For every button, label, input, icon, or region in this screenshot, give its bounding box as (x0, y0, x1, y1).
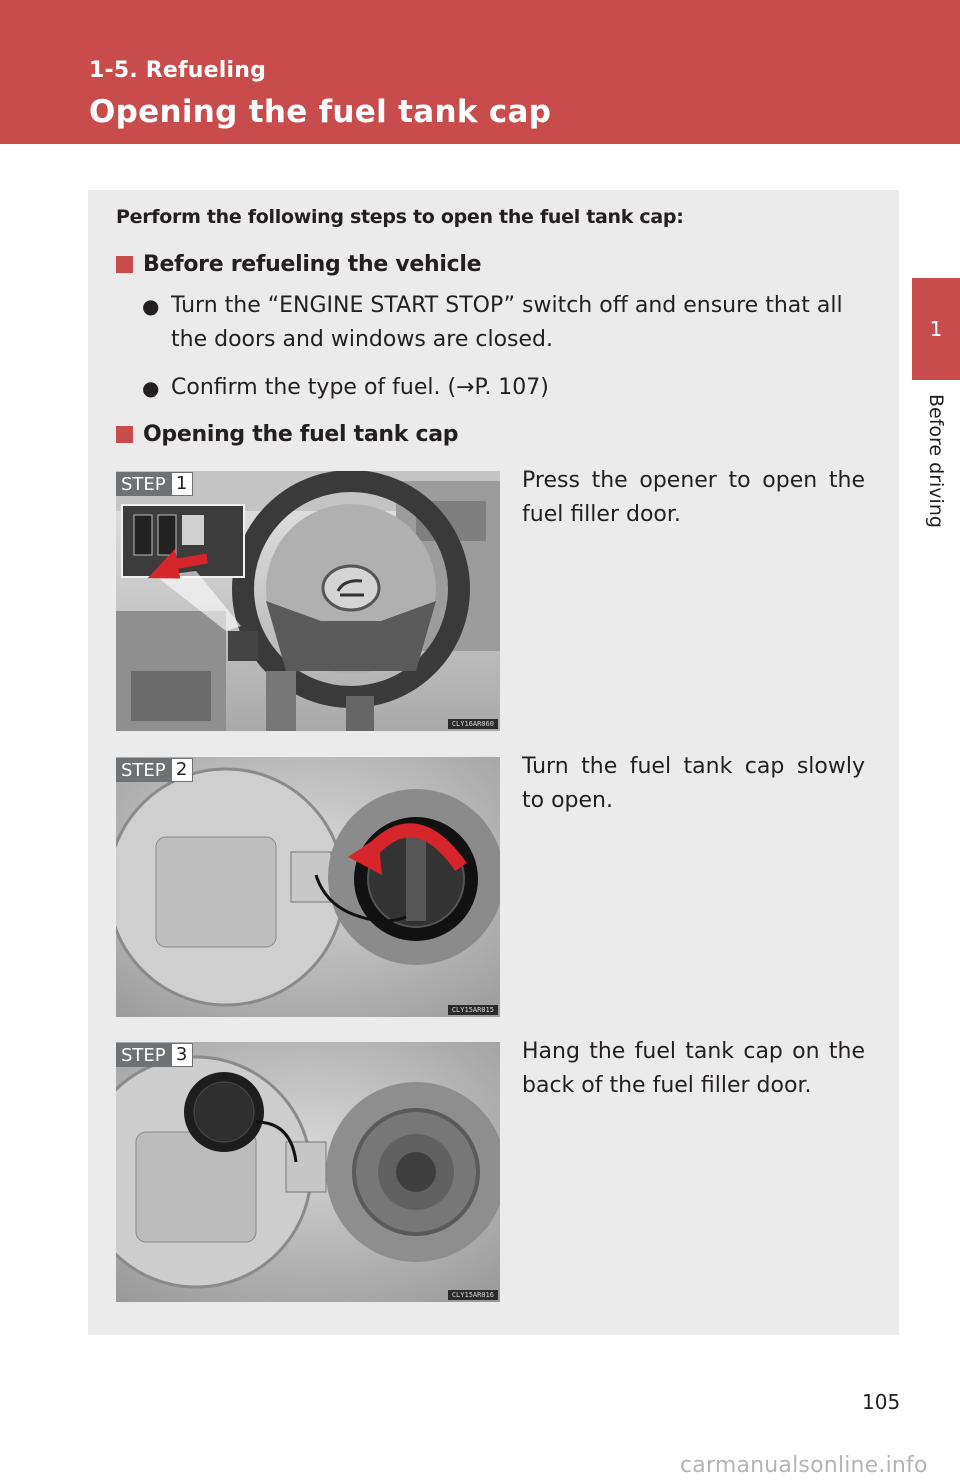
step-badge-2 (116, 758, 193, 782)
page-number: 105 (862, 1390, 901, 1414)
fuel-cap-turning-illustration (116, 757, 500, 1017)
step-number: 1 (171, 472, 193, 496)
subheading-text: Before refueling the vehicle (143, 252, 482, 277)
fuel-cap-hanging-illustration (116, 1042, 500, 1302)
figure-fuel-opener (116, 471, 500, 731)
step-word: STEP (116, 472, 171, 496)
figure-code: CLY15AR016 (448, 1290, 498, 1300)
step-2-text: Turn the fuel tank cap slowly to open. (522, 754, 865, 813)
step-3-text: Hang the fuel tank cap on the back of the fuel filler door. (522, 1039, 865, 1098)
figure-hang-cap (116, 1042, 500, 1302)
subheading-text: Opening the fuel tank cap (143, 422, 459, 447)
chapter-tab[interactable] (912, 278, 960, 380)
step-number: 3 (171, 1043, 193, 1067)
square-bullet-icon (116, 256, 133, 273)
section-label: 1-5. Refueling (89, 58, 267, 83)
circle-bullet-icon: ● (142, 376, 160, 400)
chapter-label: Before driving (925, 394, 947, 528)
step-number: 2 (171, 758, 193, 782)
bullet-text: Confirm the type of fuel. (→P. 107) (171, 375, 549, 400)
figure-code: CLY16AR060 (448, 719, 498, 729)
chapter-number: 1 (929, 317, 943, 341)
circle-bullet-icon: ● (142, 294, 160, 318)
dashboard-illustration (116, 471, 500, 731)
step-badge-3 (116, 1043, 193, 1067)
step-badge-1 (116, 472, 193, 496)
figure-turn-cap (116, 757, 500, 1017)
watermark-link[interactable]: carmanualsonline.info (680, 1453, 928, 1478)
page-title: Opening the fuel tank cap (89, 94, 552, 130)
figure-code: CLY15AR015 (448, 1005, 498, 1015)
bullet-item (142, 289, 866, 357)
bullet-item (142, 371, 866, 405)
intro-text: Perform the following steps to open the fuel tank cap: (116, 206, 684, 228)
step-1-text: Press the opener to open the fuel filler door. (522, 468, 865, 527)
step-word: STEP (116, 1043, 171, 1067)
step-word: STEP (116, 758, 171, 782)
bullet-text: Turn the “ENGINE START STOP” switch off and ensure that all the doors and windows are closed. (171, 293, 843, 352)
subheading-opening (116, 422, 458, 447)
square-bullet-icon (116, 426, 133, 443)
chapter-header (0, 0, 960, 144)
subheading-before-refueling (116, 252, 481, 277)
